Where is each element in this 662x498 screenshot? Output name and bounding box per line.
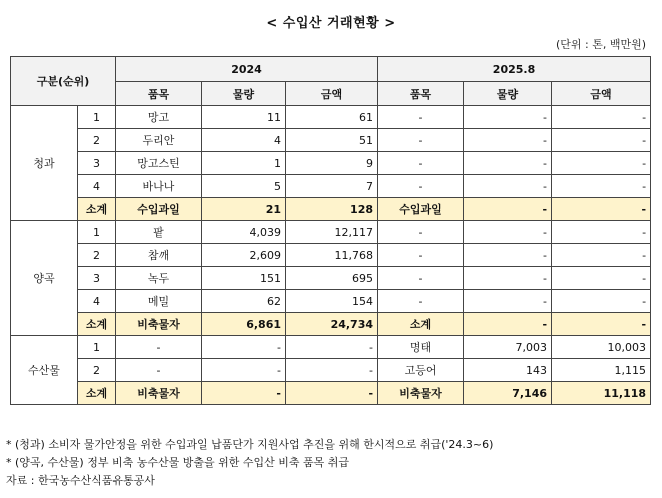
amt-a-cell: 7 — [286, 175, 378, 198]
item-a-cell: 팥 — [116, 221, 202, 244]
amt-b-cell: - — [552, 152, 651, 175]
item-a-cell: 망고 — [116, 106, 202, 129]
amt-a-cell: 695 — [286, 267, 378, 290]
rank-cell: 1 — [78, 221, 116, 244]
amt-b-cell: - — [552, 244, 651, 267]
amt-a-cell: - — [286, 336, 378, 359]
item-b-cell: - — [378, 221, 464, 244]
rank-cell: 2 — [78, 244, 116, 267]
category-header: 구분(순위) — [11, 57, 116, 106]
rank-cell: 4 — [78, 290, 116, 313]
amt-b-cell: - — [552, 267, 651, 290]
subtotal-amt-b-cell: - — [552, 313, 651, 336]
subtotal-item-a-cell: 수입과일 — [116, 198, 202, 221]
item-a-cell: - — [116, 336, 202, 359]
subtotal-item-b-cell: 수입과일 — [378, 198, 464, 221]
item-b-cell: - — [378, 106, 464, 129]
item-b-cell: - — [378, 175, 464, 198]
qty-a-cell: 5 — [202, 175, 286, 198]
qty-b-cell: 143 — [464, 359, 552, 382]
subtotal-qty-b-cell: 7,146 — [464, 382, 552, 405]
amt-a-cell: 51 — [286, 129, 378, 152]
amt-a-cell: 154 — [286, 290, 378, 313]
table-row — [11, 267, 651, 290]
qty-header-a: 물량 — [202, 82, 286, 106]
qty-b-cell: - — [464, 221, 552, 244]
subtotal-item-b-cell: 소계 — [378, 313, 464, 336]
qty-b-cell: - — [464, 129, 552, 152]
note-line: * (양곡, 수산물) 정부 비축 농수산물 방출을 위한 수입산 비축 품목 취급 — [6, 456, 349, 469]
unit-label: (단위 : 톤, 백만원) — [555, 38, 646, 51]
subtotal-amt-b-cell: 11,118 — [552, 382, 651, 405]
qty-b-cell: - — [464, 175, 552, 198]
table-row — [11, 359, 651, 382]
qty-a-cell: 4 — [202, 129, 286, 152]
header-row-years — [11, 57, 651, 82]
subtotal-label: 소계 — [78, 198, 116, 221]
amt-b-cell: - — [552, 106, 651, 129]
item-b-cell: 고등어 — [378, 359, 464, 382]
rank-cell: 4 — [78, 175, 116, 198]
item-b-cell: - — [378, 244, 464, 267]
amt-b-cell: - — [552, 290, 651, 313]
subtotal-amt-a-cell: - — [286, 382, 378, 405]
qty-b-cell: - — [464, 106, 552, 129]
amt-b-cell: - — [552, 175, 651, 198]
item-a-cell: 메밀 — [116, 290, 202, 313]
year-2024-header: 2024 — [116, 57, 378, 82]
qty-b-cell: - — [464, 290, 552, 313]
subtotal-amt-a-cell: 24,734 — [286, 313, 378, 336]
item-b-cell: - — [378, 290, 464, 313]
table-row — [11, 152, 651, 175]
subtotal-item-b-cell: 비축물자 — [378, 382, 464, 405]
item-a-cell: - — [116, 359, 202, 382]
item-a-cell: 두리안 — [116, 129, 202, 152]
amt-a-cell: 11,768 — [286, 244, 378, 267]
year-2025-header: 2025.8 — [378, 57, 651, 82]
qty-b-cell: 7,003 — [464, 336, 552, 359]
subtotal-label: 소계 — [78, 313, 116, 336]
qty-b-cell: - — [464, 244, 552, 267]
item-b-cell: - — [378, 152, 464, 175]
qty-a-cell: 2,609 — [202, 244, 286, 267]
subtotal-qty-b-cell: - — [464, 198, 552, 221]
subtotal-row — [11, 313, 651, 336]
item-b-cell: 명태 — [378, 336, 464, 359]
rank-cell: 1 — [78, 336, 116, 359]
table-title: < 수입산 거래현황 > — [266, 16, 396, 31]
amt-b-cell: 1,115 — [552, 359, 651, 382]
rank-cell: 2 — [78, 129, 116, 152]
qty-a-cell: 4,039 — [202, 221, 286, 244]
item-header-a: 품목 — [116, 82, 202, 106]
item-b-cell: - — [378, 129, 464, 152]
trade-table — [10, 56, 651, 405]
qty-a-cell: 151 — [202, 267, 286, 290]
subtotal-item-a-cell: 비축물자 — [116, 382, 202, 405]
qty-b-cell: - — [464, 267, 552, 290]
subtotal-qty-b-cell: - — [464, 313, 552, 336]
subtotal-amt-a-cell: 128 — [286, 198, 378, 221]
qty-header-b: 물량 — [464, 82, 552, 106]
rank-cell: 3 — [78, 152, 116, 175]
rank-cell: 1 — [78, 106, 116, 129]
amt-a-cell: - — [286, 359, 378, 382]
subtotal-label: 소계 — [78, 382, 116, 405]
rank-cell: 2 — [78, 359, 116, 382]
item-a-cell: 바나나 — [116, 175, 202, 198]
qty-a-cell: 1 — [202, 152, 286, 175]
table-row — [11, 106, 651, 129]
qty-a-cell: 62 — [202, 290, 286, 313]
subtotal-amt-b-cell: - — [552, 198, 651, 221]
table-row — [11, 336, 651, 359]
table-row — [11, 244, 651, 267]
amt-a-cell: 61 — [286, 106, 378, 129]
table-row — [11, 221, 651, 244]
table-row — [11, 175, 651, 198]
amt-a-cell: 9 — [286, 152, 378, 175]
item-header-b: 품목 — [378, 82, 464, 106]
subtotal-item-a-cell: 비축물자 — [116, 313, 202, 336]
table-row — [11, 129, 651, 152]
item-a-cell: 망고스틴 — [116, 152, 202, 175]
subtotal-row — [11, 382, 651, 405]
qty-a-cell: - — [202, 336, 286, 359]
amt-header-b: 금액 — [552, 82, 651, 106]
notes — [6, 436, 493, 490]
item-a-cell: 참깨 — [116, 244, 202, 267]
subtotal-qty-a-cell: 21 — [202, 198, 286, 221]
table-row — [11, 290, 651, 313]
note-line: * (청과) 소비자 물가안정을 위한 수입과일 납품단가 지원사업 추진을 위해 한시적으로 취급('24.3~6) — [6, 438, 494, 451]
qty-b-cell: - — [464, 152, 552, 175]
item-b-cell: - — [378, 267, 464, 290]
amt-b-cell: - — [552, 129, 651, 152]
group-name: 수산물 — [11, 336, 78, 405]
qty-a-cell: - — [202, 359, 286, 382]
source-line: 자료 : 한국농수산식품유통공사 — [6, 474, 155, 487]
subtotal-qty-a-cell: - — [202, 382, 286, 405]
subtotal-row — [11, 198, 651, 221]
amt-b-cell: - — [552, 221, 651, 244]
rank-cell: 3 — [78, 267, 116, 290]
item-a-cell: 녹두 — [116, 267, 202, 290]
amt-b-cell: 10,003 — [552, 336, 651, 359]
qty-a-cell: 11 — [202, 106, 286, 129]
group-name: 청과 — [11, 106, 78, 221]
amt-header-a: 금액 — [286, 82, 378, 106]
amt-a-cell: 12,117 — [286, 221, 378, 244]
group-name: 양곡 — [11, 221, 78, 336]
subtotal-qty-a-cell: 6,861 — [202, 313, 286, 336]
